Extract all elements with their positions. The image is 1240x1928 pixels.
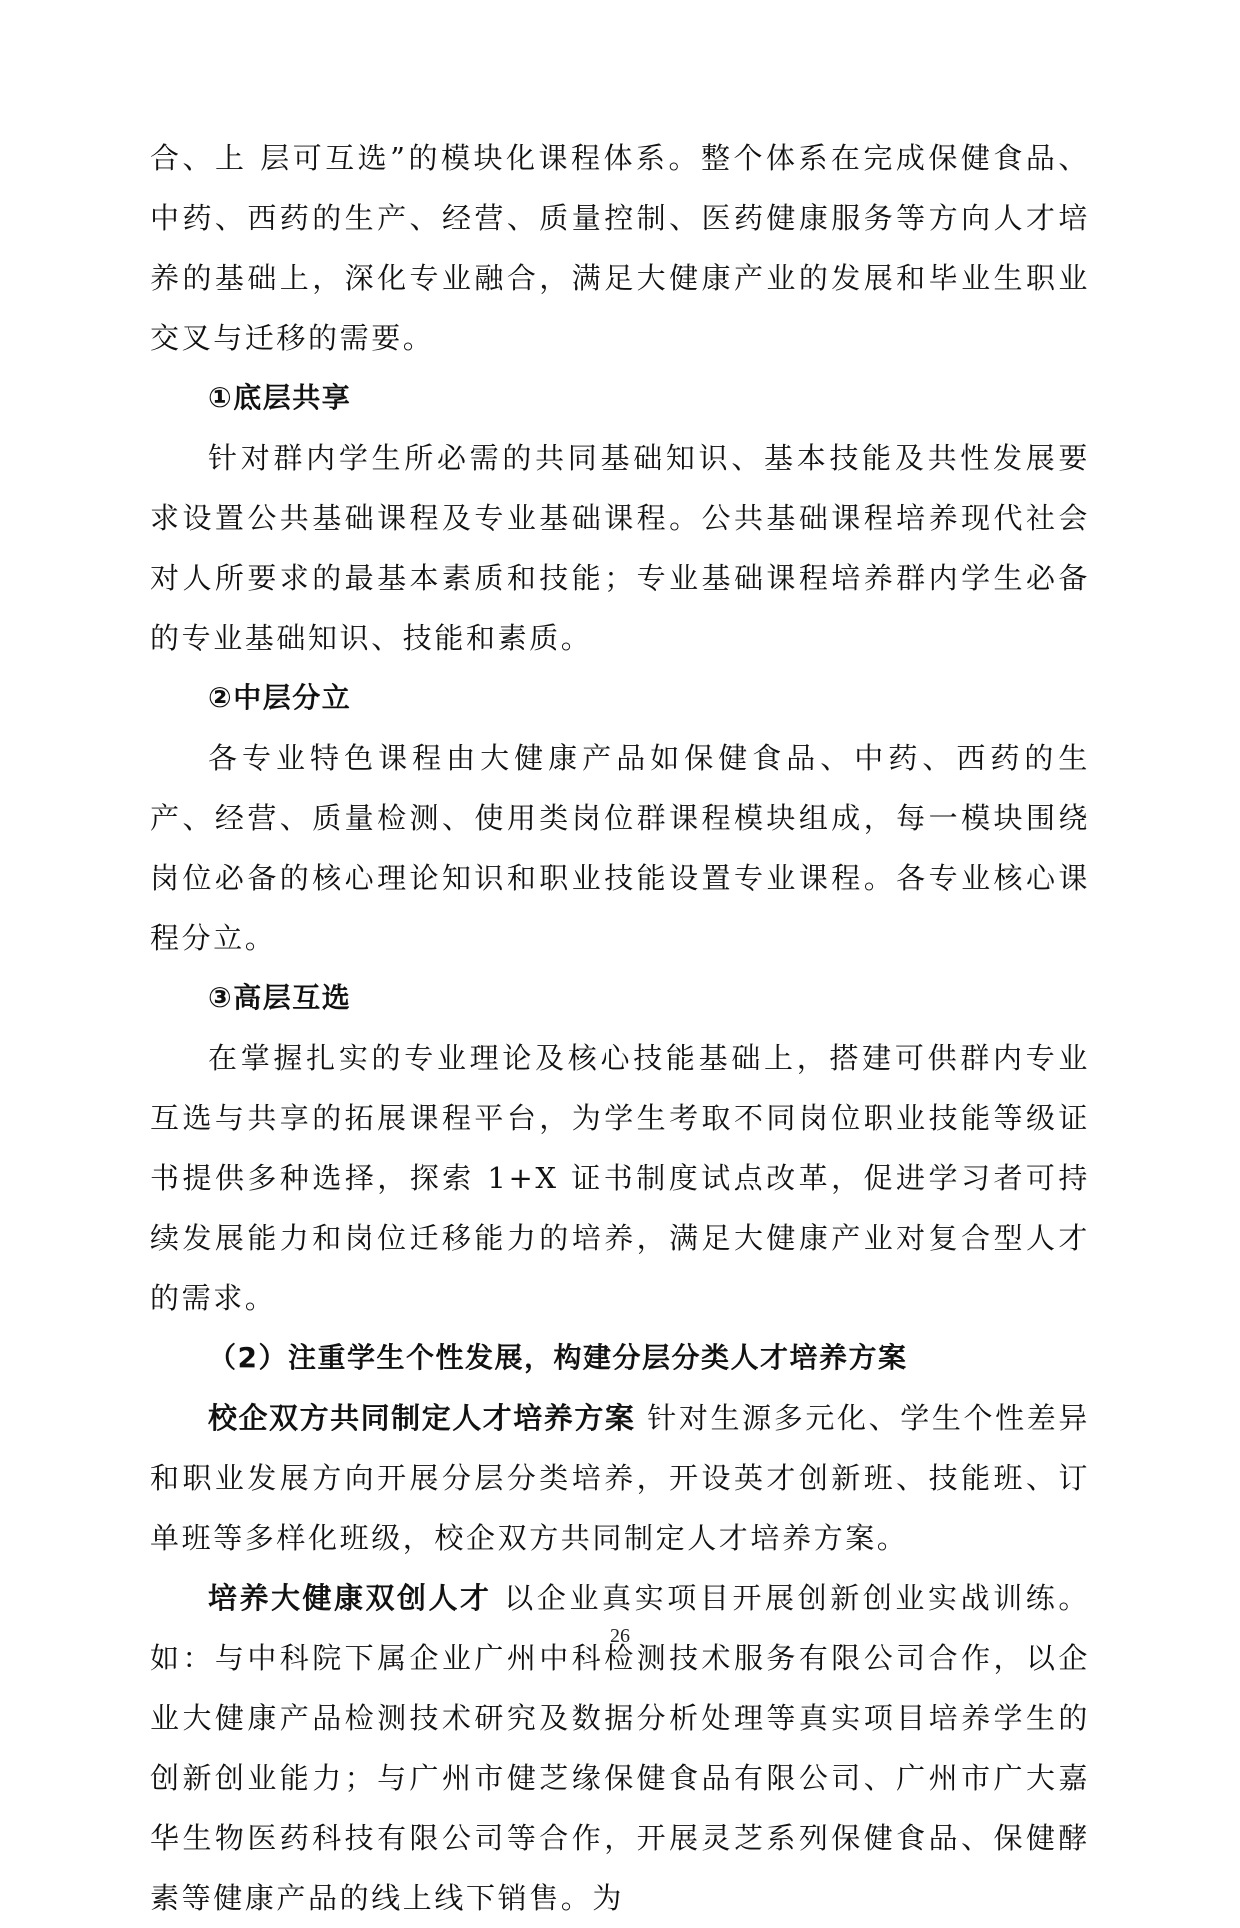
paragraph-joint-training-plan: [150, 1388, 1090, 1568]
heading-middle-layer-separate: ②中层分立: [208, 681, 352, 714]
paragraph-innovation-talent: [150, 1568, 1090, 1928]
paragraph-body-innovation: 以企业真实项目开展创新创业实战训练。如：与中科院下属企业广州中科检测技术服务有限公司合作，以企业大健康产品检测技术研究及数据分析处理等真实项目培养学生的创新创业能力；与广州市健芝缘保健食品有限公司、广州市广大嘉华生物医药科技有限公司等合作，开展灵芝系列保健食品、保健酵素等健康产品的线上线下销售。为: [150, 1581, 1090, 1915]
heading-bottom-layer-shared: ①底层共享: [208, 381, 352, 414]
paragraph-lead-innovation: 培养大健康双创人才: [208, 1581, 492, 1615]
heading-section-2: （2）注重学生个性发展，构建分层分类人才培养方案: [208, 1341, 908, 1374]
paragraph-lead-joint-plan: 校企双方共同制定人才培养方案: [208, 1401, 636, 1435]
paragraph-bottom-layer: 针对群内学生所必需的共同基础知识、基本技能及共性发展要求设置公共基础课程及专业基础课程。公共基础课程培养现代社会对人所要求的最基本素质和技能；专业基础课程培养群内学生必备的专业基础知识、技能和素质。: [150, 441, 1090, 655]
page-number: 26: [610, 1625, 630, 1647]
heading-top-layer-elective: ③高层互选: [208, 981, 352, 1014]
document-body: [150, 128, 1090, 1928]
paragraph-top-layer: 在掌握扎实的专业理论及核心技能基础上，搭建可供群内专业互选与共享的拓展课程平台，为学生考取不同岗位职业技能等级证书提供多种选择，探索 1+X 证书制度试点改革，促进学习者可持续发展能力和岗位迁移能力的培养，满足大健康产业对复合型人才的需求。: [150, 1041, 1090, 1315]
paragraph-middle-layer: 各专业特色课程由大健康产品如保健食品、中药、西药的生产、经营、质量检测、使用类岗位群课程模块组成，每一模块围绕岗位必备的核心理论知识和职业技能设置专业课程。各专业核心课程分立。: [150, 741, 1090, 955]
paragraph-continuation: 合、上 层可互选”的模块化课程体系。整个体系在完成保健食品、中药、西药的生产、经营、质量控制、医药健康服务等方向人才培养的基础上，深化专业融合，满足大健康产业的发展和毕业生职业交叉与迁移的需要。: [150, 141, 1090, 355]
paragraph-body-joint-plan: 针对生源多元化、学生个性差异和职业发展方向开展分层分类培养，开设英才创新班、技能班、订单班等多样化班级，校企双方共同制定人才培养方案。: [150, 1401, 1090, 1555]
